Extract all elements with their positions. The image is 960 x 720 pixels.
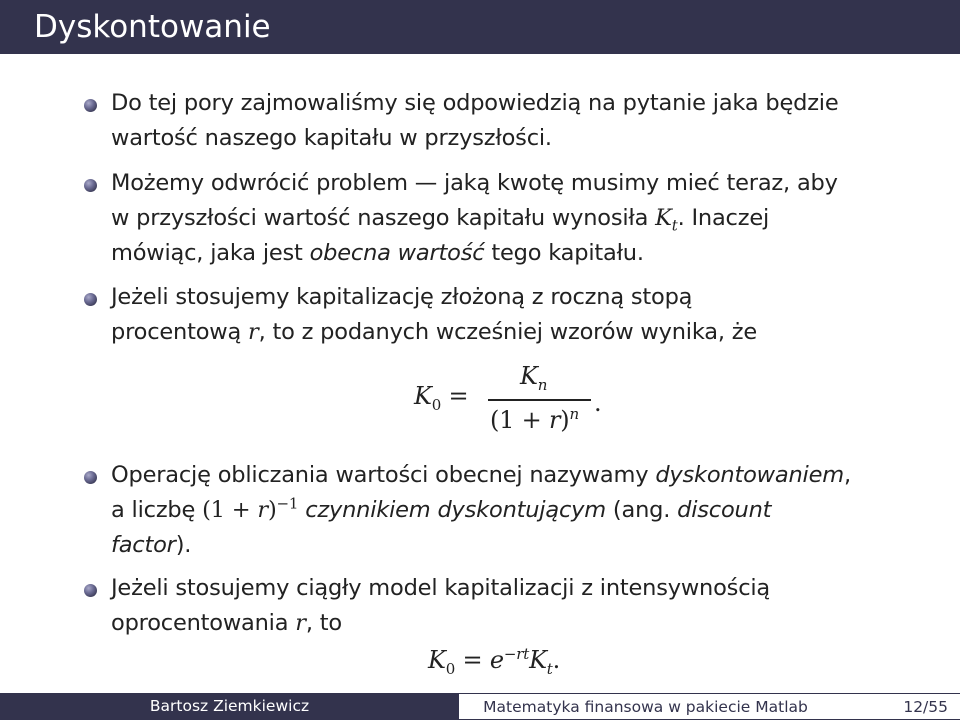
math-var-r: r	[257, 497, 268, 523]
bullet-4-line-2	[111, 494, 772, 523]
eq1-lhs-K: K	[414, 382, 432, 410]
footer-author: Bartosz Ziemkiewicz	[0, 693, 459, 720]
bullet-icon	[84, 471, 97, 484]
math-sub-t: t	[671, 216, 678, 235]
fraction-bar	[488, 399, 591, 401]
bullet-icon	[84, 179, 97, 192]
bullet-4-line-3	[111, 532, 191, 558]
bullet-icon	[84, 293, 97, 306]
bullet-4-line-1-before: Operację obliczania wartości obecnej nazywamy	[111, 462, 656, 488]
bullet-1-line-2: wartość naszego kapitału w przyszłości.	[111, 125, 552, 151]
emphasis-dyskontowaniem: dyskontowaniem	[655, 462, 844, 488]
eq2-base-e: e	[489, 646, 504, 674]
eq1-den-sup: n	[569, 405, 579, 423]
math-expr-close: )	[267, 497, 277, 523]
eq2-exponent: −rt	[503, 645, 530, 663]
bullet-4-line-3-after: ).	[175, 532, 192, 558]
eq2-var-sub: t	[546, 659, 553, 678]
bullet-3-line-2-after: , to z podanych wcześniej wzorów wynika, że	[258, 319, 758, 345]
eq2-equals: =	[462, 646, 483, 674]
eq2-var-K: K	[529, 646, 547, 674]
equation-period: .	[594, 389, 602, 417]
bullet-3-line-1: Jeżeli stosujemy kapitalizację złożoną z roczną stopą	[111, 284, 693, 310]
equation-numerator	[520, 362, 548, 394]
footer	[0, 693, 960, 720]
bullet-icon	[84, 584, 97, 597]
math-var-r: r	[295, 610, 306, 636]
eq1-den: (1 +	[490, 406, 550, 434]
bullet-2-line-3-before: mówiąc, jaka jest	[111, 240, 310, 266]
eq2-lhs-K: K	[428, 646, 446, 674]
eq2-lhs-sub: 0	[445, 659, 456, 678]
bullet-3-line-2-before: procentową	[111, 319, 249, 345]
eq1-num-K: K	[520, 362, 538, 390]
eq1-den-r: r	[549, 406, 561, 434]
bullet-5-line-2	[111, 610, 342, 636]
bullet-1-line-1: Do tej pory zajmowaliśmy się odpowiedzią na pytanie jaka będzie	[111, 90, 839, 116]
equation-denominator	[490, 406, 579, 434]
footer-page-number: 12/55	[832, 693, 960, 720]
bullet-2-line-1: Możemy odwrócić problem — jaką kwotę musimy mieć teraz, aby	[111, 170, 838, 196]
bullet-4-line-2-before: a liczbę	[111, 497, 203, 523]
bullet-4-line-1-after: ,	[843, 462, 851, 488]
bullet-2-line-2-text: w przyszłości wartość naszego kapitału wynosiła	[111, 205, 656, 231]
equation-discount	[414, 382, 469, 414]
bullet-2-line-3-after: tego kapitału.	[484, 240, 644, 266]
equation-continuous	[428, 645, 561, 678]
bullet-4-line-2-mid: (ang.	[605, 497, 678, 523]
emphasis-czynnikiem: czynnikiem dyskontującym	[305, 497, 606, 523]
bullet-5-line-2-after: , to	[305, 610, 342, 636]
bullet-5-line-2-before: oprocentowania	[111, 610, 296, 636]
eq1-den-close: )	[560, 406, 570, 434]
emphasis-obecna-wartosc: obecna wartość	[309, 240, 485, 266]
math-expr-open: (1 +	[202, 497, 258, 523]
math-var-r: r	[248, 319, 259, 345]
footer-title: Matematyka finansowa w pakiecie Matlab	[459, 693, 832, 720]
math-exponent: −1	[276, 494, 299, 513]
slide-title: Dyskontowanie	[0, 0, 960, 54]
bullet-2-line-3	[111, 240, 644, 266]
emphasis-discount: discount	[677, 497, 772, 523]
eq2-period: .	[552, 646, 561, 674]
eq1-num-sub: n	[537, 375, 548, 394]
emphasis-factor: factor	[111, 532, 176, 558]
slide-content	[0, 54, 960, 688]
bullet-4-line-1	[111, 462, 851, 488]
bullet-3-line-2	[111, 319, 757, 345]
bullet-5-line-1: Jeżeli stosujemy ciągły model kapitalizacji z intensywnością	[111, 575, 771, 601]
bullet-2-line-2	[111, 205, 770, 235]
bullet-icon	[84, 99, 97, 112]
bullet-2-line-2-after: . Inaczej	[677, 205, 770, 231]
eq1-lhs-sub: 0	[431, 395, 442, 414]
math-var-K: K	[655, 205, 672, 231]
eq1-equals: =	[448, 382, 469, 410]
